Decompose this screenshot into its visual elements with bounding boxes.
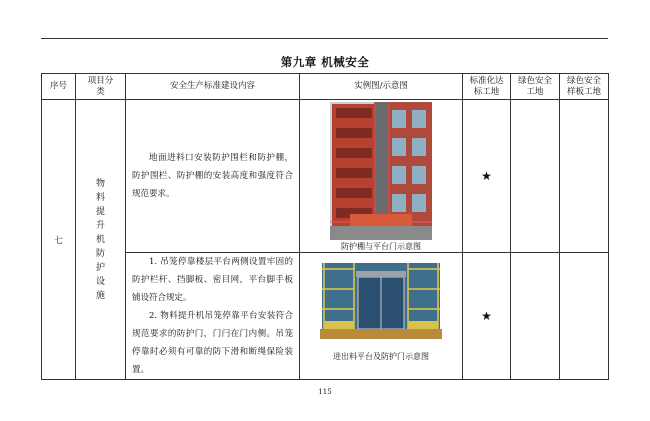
requirement-text-1: 地面进料口安装防护围栏和防护棚，防护围栏、防护棚的安装高度和强度符合规范要求。	[132, 153, 293, 199]
category-cell: 物 料 提 升 机 防 护 设 施	[76, 100, 126, 380]
page-number: 115	[318, 388, 332, 396]
image-caption-2: 进出料平台及防护门示意图	[333, 352, 429, 361]
chapter-title: 第九章 机械安全	[280, 55, 370, 69]
green-model-cell-2	[560, 253, 609, 380]
table-row	[42, 100, 609, 253]
star-icon: ★	[481, 169, 492, 183]
header-green: 绿色安全工地	[511, 74, 560, 100]
example-cell-1	[300, 100, 463, 253]
star-icon: ★	[481, 309, 492, 323]
requirement-cell-2	[126, 253, 300, 380]
loading-platform-diagram	[320, 259, 442, 345]
header-standard: 标准化达标工地	[463, 74, 511, 100]
header-content: 安全生产标准建设内容	[126, 74, 300, 100]
standard-mark-cell-1	[463, 100, 511, 253]
table-row	[42, 253, 609, 380]
image-caption-1: 防护棚与平台门示意图	[341, 242, 421, 251]
header-category: 项目分类	[76, 74, 126, 100]
header-example: 实例图/示意图	[300, 74, 463, 100]
header-seq: 序号	[42, 74, 76, 100]
seq-cell: 七	[42, 100, 76, 380]
requirement-text-2a: 1. 吊笼停靠楼层平台两侧设置牢固的防护栏杆、挡脚板、密目网，平台脚手板铺设符合规定。	[132, 257, 293, 303]
table-header-row	[42, 74, 609, 100]
requirement-cell-1	[126, 100, 300, 253]
green-cell-2	[511, 253, 560, 380]
green-cell-1	[511, 100, 560, 253]
standard-mark-cell-2	[463, 253, 511, 380]
header-rule	[41, 38, 608, 39]
example-cell-2	[300, 253, 463, 380]
requirement-text-2b: 2. 物料提升机吊笼停靠平台安装符合规范要求的防护门，门闩在门内侧。吊笼停靠时必须有可靠的防下滑和断绳保险装置。	[132, 311, 293, 375]
protective-shed-photo	[330, 102, 432, 240]
header-green-model: 绿色安全样板工地	[560, 74, 609, 100]
green-model-cell-1	[560, 100, 609, 253]
safety-standard-table	[41, 73, 609, 380]
